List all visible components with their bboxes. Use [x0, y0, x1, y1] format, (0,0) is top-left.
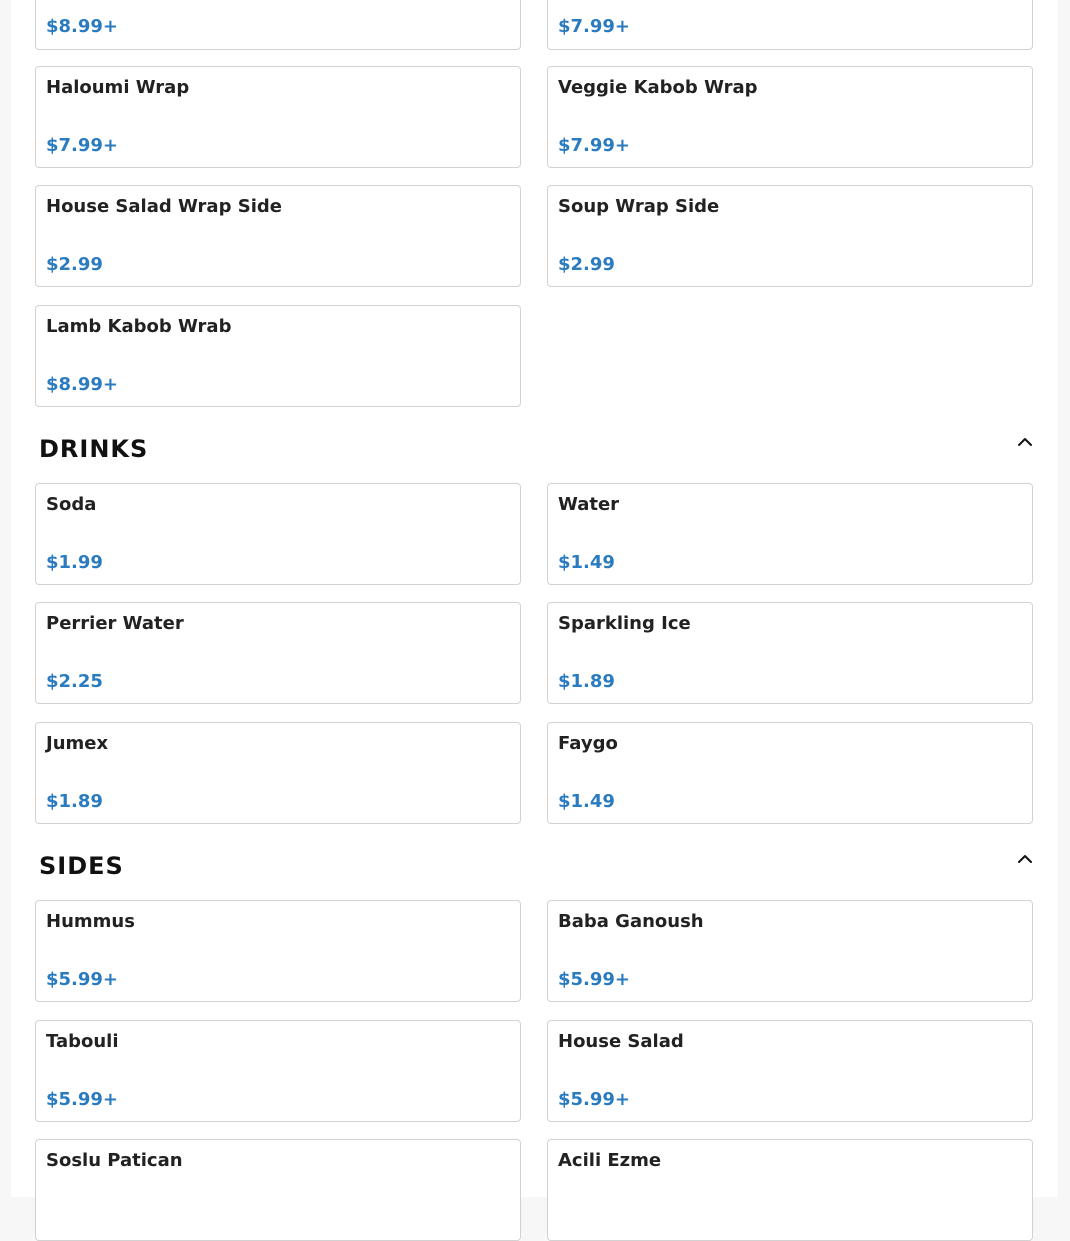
menu-item-card[interactable] [35, 900, 521, 1002]
menu-item-card[interactable] [35, 66, 521, 168]
menu-item-card[interactable] [35, 185, 521, 287]
item-price: $1.49 [558, 552, 615, 573]
menu-item-card[interactable] [547, 602, 1033, 704]
menu-item-card[interactable] [35, 722, 521, 824]
menu-item-card[interactable] [547, 483, 1033, 585]
item-name: Soslu Patican [46, 1150, 183, 1171]
item-price: $2.25 [46, 671, 103, 692]
item-name: House Salad Wrap Side [46, 196, 282, 217]
item-price: $1.99 [46, 552, 103, 573]
menu-page [11, 0, 1058, 1197]
chevron-up-icon[interactable] [1015, 849, 1035, 869]
menu-item-card[interactable] [35, 483, 521, 585]
menu-item-card[interactable] [547, 0, 1033, 50]
item-name: Water [558, 494, 620, 515]
item-name: Acili Ezme [558, 1150, 662, 1171]
item-price: $1.89 [558, 671, 615, 692]
menu-item-card[interactable] [35, 602, 521, 704]
item-price: $2.99 [558, 254, 615, 275]
item-name: Haloumi Wrap [46, 77, 190, 98]
section-title-drinks: DRINKS [39, 435, 149, 463]
item-name: Perrier Water [46, 613, 184, 634]
item-price: $7.99+ [46, 135, 119, 156]
menu-item-card[interactable] [547, 66, 1033, 168]
menu-item-card[interactable] [547, 900, 1033, 1002]
item-name: Hummus [46, 911, 135, 932]
menu-item-card[interactable] [547, 722, 1033, 824]
item-price: $5.99+ [46, 1089, 119, 1110]
menu-item-card[interactable] [35, 1139, 521, 1241]
chevron-up-icon[interactable] [1015, 432, 1035, 452]
item-price: $5.99+ [558, 969, 631, 990]
item-price: $8.99+ [46, 16, 119, 37]
item-name: Jumex [46, 733, 109, 754]
item-name: House Salad [558, 1031, 684, 1052]
item-price: $1.89 [46, 791, 103, 812]
item-name: Lamb Kabob Wrab [46, 316, 232, 337]
item-price: $2.99 [46, 254, 103, 275]
item-name: Faygo [558, 733, 618, 754]
item-name: Veggie Kabob Wrap [558, 77, 758, 98]
item-price: $5.99+ [558, 1089, 631, 1110]
item-name: Baba Ganoush [558, 911, 704, 932]
item-name: Sparkling Ice [558, 613, 691, 634]
item-price: $7.99+ [558, 135, 631, 156]
item-name: Tabouli [46, 1031, 119, 1052]
section-title-sides: SIDES [39, 852, 124, 880]
menu-item-card[interactable] [35, 305, 521, 407]
item-name: Soda [46, 494, 97, 515]
menu-item-card[interactable] [35, 0, 521, 50]
menu-item-card[interactable] [547, 1139, 1033, 1241]
item-price: $8.99+ [46, 374, 119, 395]
item-price: $7.99+ [558, 16, 631, 37]
menu-item-card[interactable] [35, 1020, 521, 1122]
menu-item-card[interactable] [547, 185, 1033, 287]
item-name: Soup Wrap Side [558, 196, 720, 217]
item-price: $1.49 [558, 791, 615, 812]
menu-item-card[interactable] [547, 1020, 1033, 1122]
item-price: $5.99+ [46, 969, 119, 990]
